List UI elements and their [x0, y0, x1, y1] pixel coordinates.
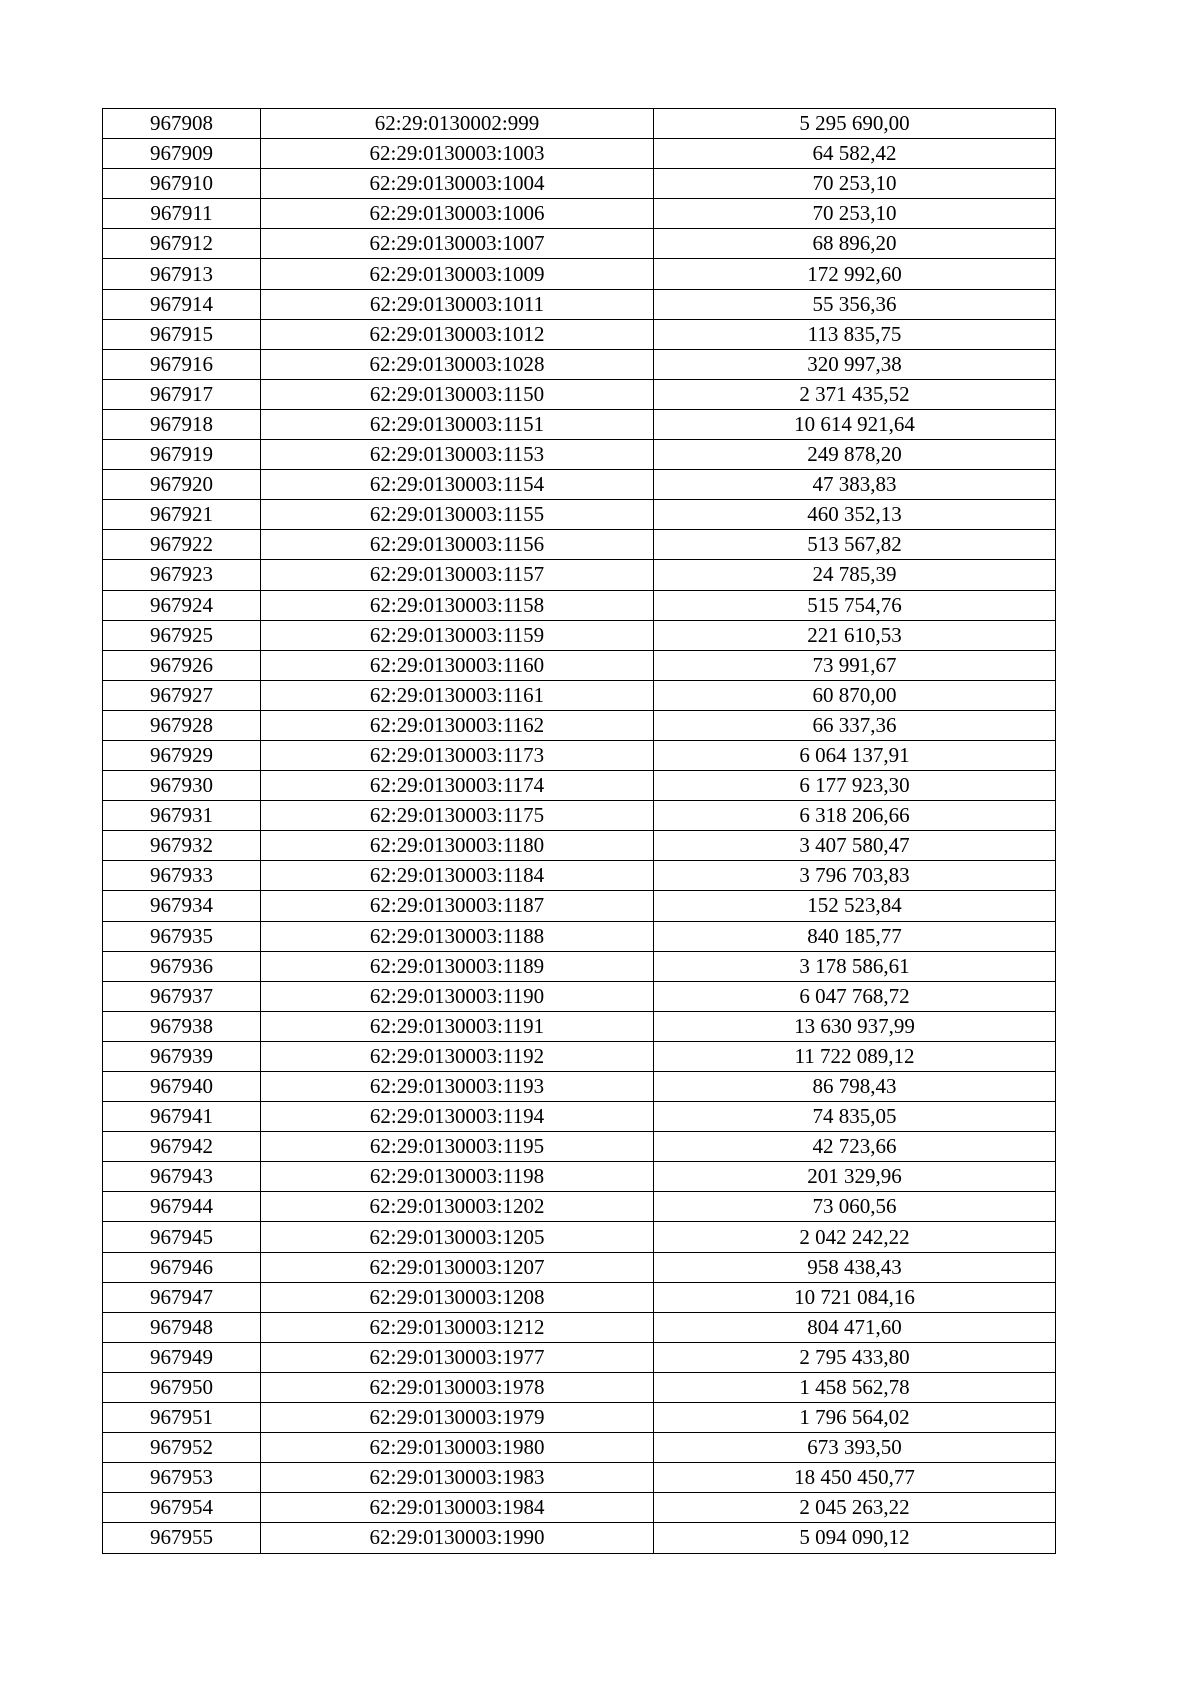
cadastral-number-cell: 62:29:0130003:1006 [261, 199, 654, 229]
cadastral-number-cell: 62:29:0130003:1174 [261, 771, 654, 801]
cadastral-number-cell: 62:29:0130003:1160 [261, 650, 654, 680]
row-number-cell: 967930 [103, 771, 261, 801]
table-row [103, 229, 1056, 259]
cadastral-value-cell: 74 835,05 [654, 1102, 1056, 1132]
table-row [103, 289, 1056, 319]
row-number-cell: 967950 [103, 1372, 261, 1402]
row-number-cell: 967942 [103, 1132, 261, 1162]
cadastral-value-cell: 64 582,42 [654, 139, 1056, 169]
row-number-cell: 967934 [103, 891, 261, 921]
row-number-cell: 967945 [103, 1222, 261, 1252]
row-number-cell: 967936 [103, 951, 261, 981]
row-number-cell: 967951 [103, 1403, 261, 1433]
table-row [103, 1312, 1056, 1342]
cadastral-value-cell: 13 630 937,99 [654, 1011, 1056, 1041]
row-number-cell: 967949 [103, 1342, 261, 1372]
cadastral-number-cell: 62:29:0130003:1192 [261, 1041, 654, 1071]
row-number-cell: 967923 [103, 560, 261, 590]
table-row [103, 500, 1056, 530]
cadastral-number-cell: 62:29:0130003:1007 [261, 229, 654, 259]
cadastral-number-cell: 62:29:0130003:1159 [261, 620, 654, 650]
table-row [103, 1222, 1056, 1252]
cadastral-value-cell: 73 060,56 [654, 1192, 1056, 1222]
cadastral-number-cell: 62:29:0130003:1175 [261, 801, 654, 831]
cadastral-value-cell: 152 523,84 [654, 891, 1056, 921]
cadastral-number-cell: 62:29:0130003:1977 [261, 1342, 654, 1372]
row-number-cell: 967955 [103, 1523, 261, 1553]
cadastral-value-cell: 2 795 433,80 [654, 1342, 1056, 1372]
cadastral-number-cell: 62:29:0130003:1193 [261, 1072, 654, 1102]
cadastral-value-cell: 86 798,43 [654, 1072, 1056, 1102]
cadastral-value-cell: 70 253,10 [654, 169, 1056, 199]
row-number-cell: 967924 [103, 590, 261, 620]
cadastral-number-cell: 62:29:0130003:1158 [261, 590, 654, 620]
cadastral-number-cell: 62:29:0130002:999 [261, 109, 654, 139]
table-row [103, 1162, 1056, 1192]
row-number-cell: 967944 [103, 1192, 261, 1222]
row-number-cell: 967946 [103, 1252, 261, 1282]
row-number-cell: 967943 [103, 1162, 261, 1192]
row-number-cell: 967927 [103, 680, 261, 710]
row-number-cell: 967939 [103, 1041, 261, 1071]
cadastral-value-cell: 73 991,67 [654, 650, 1056, 680]
cadastral-value-cell: 804 471,60 [654, 1312, 1056, 1342]
cadastral-number-cell: 62:29:0130003:1161 [261, 680, 654, 710]
table-row [103, 771, 1056, 801]
row-number-cell: 967915 [103, 319, 261, 349]
table-row [103, 1252, 1056, 1282]
table-row [103, 650, 1056, 680]
row-number-cell: 967933 [103, 861, 261, 891]
table-row [103, 169, 1056, 199]
row-number-cell: 967921 [103, 500, 261, 530]
table-row [103, 1523, 1056, 1553]
table-row [103, 1192, 1056, 1222]
table-row [103, 620, 1056, 650]
row-number-cell: 967920 [103, 470, 261, 500]
cadastral-number-cell: 62:29:0130003:1150 [261, 379, 654, 409]
cadastral-value-cell: 840 185,77 [654, 921, 1056, 951]
cadastral-value-cell: 460 352,13 [654, 500, 1056, 530]
table-row [103, 379, 1056, 409]
cadastral-value-cell: 2 371 435,52 [654, 379, 1056, 409]
table-row [103, 409, 1056, 439]
cadastral-value-table [102, 108, 1056, 1554]
cadastral-number-cell: 62:29:0130003:1978 [261, 1372, 654, 1402]
table-row [103, 1011, 1056, 1041]
cadastral-number-cell: 62:29:0130003:1189 [261, 951, 654, 981]
cadastral-value-cell: 42 723,66 [654, 1132, 1056, 1162]
row-number-cell: 967926 [103, 650, 261, 680]
row-number-cell: 967929 [103, 740, 261, 770]
cadastral-number-cell: 62:29:0130003:1173 [261, 740, 654, 770]
cadastral-value-cell: 201 329,96 [654, 1162, 1056, 1192]
row-number-cell: 967910 [103, 169, 261, 199]
cadastral-number-cell: 62:29:0130003:1155 [261, 500, 654, 530]
table-row [103, 891, 1056, 921]
table-row [103, 680, 1056, 710]
cadastral-value-cell: 2 045 263,22 [654, 1493, 1056, 1523]
cadastral-value-cell: 6 318 206,66 [654, 801, 1056, 831]
table-row [103, 1372, 1056, 1402]
table-row [103, 1433, 1056, 1463]
cadastral-number-cell: 62:29:0130003:1207 [261, 1252, 654, 1282]
table-row [103, 530, 1056, 560]
table-row [103, 590, 1056, 620]
cadastral-number-cell: 62:29:0130003:1162 [261, 710, 654, 740]
cadastral-value-cell: 1 796 564,02 [654, 1403, 1056, 1433]
cadastral-number-cell: 62:29:0130003:1195 [261, 1132, 654, 1162]
cadastral-number-cell: 62:29:0130003:1198 [261, 1162, 654, 1192]
row-number-cell: 967932 [103, 831, 261, 861]
cadastral-number-cell: 62:29:0130003:1188 [261, 921, 654, 951]
cadastral-value-cell: 60 870,00 [654, 680, 1056, 710]
row-number-cell: 967918 [103, 409, 261, 439]
cadastral-number-cell: 62:29:0130003:1151 [261, 409, 654, 439]
cadastral-value-cell: 5 295 690,00 [654, 109, 1056, 139]
table-row [103, 1072, 1056, 1102]
cadastral-value-cell: 6 064 137,91 [654, 740, 1056, 770]
cadastral-number-cell: 62:29:0130003:1190 [261, 981, 654, 1011]
cadastral-number-cell: 62:29:0130003:1009 [261, 259, 654, 289]
cadastral-value-cell: 2 042 242,22 [654, 1222, 1056, 1252]
cadastral-number-cell: 62:29:0130003:1979 [261, 1403, 654, 1433]
cadastral-value-cell: 18 450 450,77 [654, 1463, 1056, 1493]
row-number-cell: 967911 [103, 199, 261, 229]
table-row [103, 319, 1056, 349]
table-row [103, 1403, 1056, 1433]
cadastral-number-cell: 62:29:0130003:1157 [261, 560, 654, 590]
cadastral-value-cell: 958 438,43 [654, 1252, 1056, 1282]
table-row [103, 801, 1056, 831]
cadastral-value-cell: 11 722 089,12 [654, 1041, 1056, 1071]
table-row [103, 440, 1056, 470]
cadastral-value-cell: 249 878,20 [654, 440, 1056, 470]
row-number-cell: 967954 [103, 1493, 261, 1523]
table-row [103, 861, 1056, 891]
row-number-cell: 967941 [103, 1102, 261, 1132]
row-number-cell: 967913 [103, 259, 261, 289]
row-number-cell: 967935 [103, 921, 261, 951]
row-number-cell: 967953 [103, 1463, 261, 1493]
cadastral-number-cell: 62:29:0130003:1004 [261, 169, 654, 199]
row-number-cell: 967917 [103, 379, 261, 409]
cadastral-value-cell: 3 178 586,61 [654, 951, 1056, 981]
row-number-cell: 967925 [103, 620, 261, 650]
table-row [103, 1041, 1056, 1071]
cadastral-value-cell: 66 337,36 [654, 710, 1056, 740]
cadastral-number-cell: 62:29:0130003:1003 [261, 139, 654, 169]
cadastral-number-cell: 62:29:0130003:1984 [261, 1493, 654, 1523]
cadastral-number-cell: 62:29:0130003:1212 [261, 1312, 654, 1342]
cadastral-number-cell: 62:29:0130003:1990 [261, 1523, 654, 1553]
cadastral-number-cell: 62:29:0130003:1028 [261, 349, 654, 379]
cadastral-number-cell: 62:29:0130003:1194 [261, 1102, 654, 1132]
row-number-cell: 967914 [103, 289, 261, 319]
cadastral-number-cell: 62:29:0130003:1191 [261, 1011, 654, 1041]
table-row [103, 710, 1056, 740]
cadastral-value-cell: 1 458 562,78 [654, 1372, 1056, 1402]
table-row [103, 470, 1056, 500]
row-number-cell: 967931 [103, 801, 261, 831]
cadastral-value-cell: 221 610,53 [654, 620, 1056, 650]
row-number-cell: 967948 [103, 1312, 261, 1342]
cadastral-value-cell: 70 253,10 [654, 199, 1056, 229]
table-row [103, 109, 1056, 139]
cadastral-number-cell: 62:29:0130003:1208 [261, 1282, 654, 1312]
cadastral-value-cell: 24 785,39 [654, 560, 1056, 590]
table-row [103, 740, 1056, 770]
cadastral-number-cell: 62:29:0130003:1983 [261, 1463, 654, 1493]
cadastral-value-cell: 47 383,83 [654, 470, 1056, 500]
table-row [103, 560, 1056, 590]
cadastral-number-cell: 62:29:0130003:1156 [261, 530, 654, 560]
row-number-cell: 967919 [103, 440, 261, 470]
cadastral-number-cell: 62:29:0130003:1012 [261, 319, 654, 349]
cadastral-value-cell: 673 393,50 [654, 1433, 1056, 1463]
cadastral-number-cell: 62:29:0130003:1202 [261, 1192, 654, 1222]
table-row [103, 831, 1056, 861]
table-row [103, 1132, 1056, 1162]
cadastral-value-cell: 513 567,82 [654, 530, 1056, 560]
cadastral-number-cell: 62:29:0130003:1980 [261, 1433, 654, 1463]
table-row [103, 1463, 1056, 1493]
cadastral-value-cell: 6 177 923,30 [654, 771, 1056, 801]
cadastral-value-cell: 6 047 768,72 [654, 981, 1056, 1011]
cadastral-number-cell: 62:29:0130003:1184 [261, 861, 654, 891]
table-row [103, 139, 1056, 169]
cadastral-value-cell: 55 356,36 [654, 289, 1056, 319]
table-row [103, 981, 1056, 1011]
row-number-cell: 967938 [103, 1011, 261, 1041]
table-row [103, 921, 1056, 951]
row-number-cell: 967908 [103, 109, 261, 139]
cadastral-value-cell: 10 614 921,64 [654, 409, 1056, 439]
row-number-cell: 967922 [103, 530, 261, 560]
cadastral-value-cell: 113 835,75 [654, 319, 1056, 349]
cadastral-number-cell: 62:29:0130003:1153 [261, 440, 654, 470]
row-number-cell: 967909 [103, 139, 261, 169]
cadastral-number-cell: 62:29:0130003:1187 [261, 891, 654, 921]
table-row [103, 259, 1056, 289]
cadastral-value-cell: 3 407 580,47 [654, 831, 1056, 861]
row-number-cell: 967940 [103, 1072, 261, 1102]
cadastral-value-cell: 5 094 090,12 [654, 1523, 1056, 1553]
cadastral-number-cell: 62:29:0130003:1011 [261, 289, 654, 319]
cadastral-number-cell: 62:29:0130003:1180 [261, 831, 654, 861]
row-number-cell: 967947 [103, 1282, 261, 1312]
cadastral-value-cell: 515 754,76 [654, 590, 1056, 620]
row-number-cell: 967952 [103, 1433, 261, 1463]
table-row [103, 1102, 1056, 1132]
row-number-cell: 967937 [103, 981, 261, 1011]
cadastral-number-cell: 62:29:0130003:1154 [261, 470, 654, 500]
row-number-cell: 967928 [103, 710, 261, 740]
table-row [103, 199, 1056, 229]
row-number-cell: 967912 [103, 229, 261, 259]
table-body [103, 109, 1056, 1554]
table-row [103, 1282, 1056, 1312]
cadastral-value-cell: 68 896,20 [654, 229, 1056, 259]
cadastral-value-cell: 320 997,38 [654, 349, 1056, 379]
row-number-cell: 967916 [103, 349, 261, 379]
table-row [103, 1342, 1056, 1372]
cadastral-value-cell: 10 721 084,16 [654, 1282, 1056, 1312]
table-row [103, 349, 1056, 379]
cadastral-value-cell: 3 796 703,83 [654, 861, 1056, 891]
cadastral-value-cell: 172 992,60 [654, 259, 1056, 289]
table-row [103, 951, 1056, 981]
cadastral-number-cell: 62:29:0130003:1205 [261, 1222, 654, 1252]
table-row [103, 1493, 1056, 1523]
